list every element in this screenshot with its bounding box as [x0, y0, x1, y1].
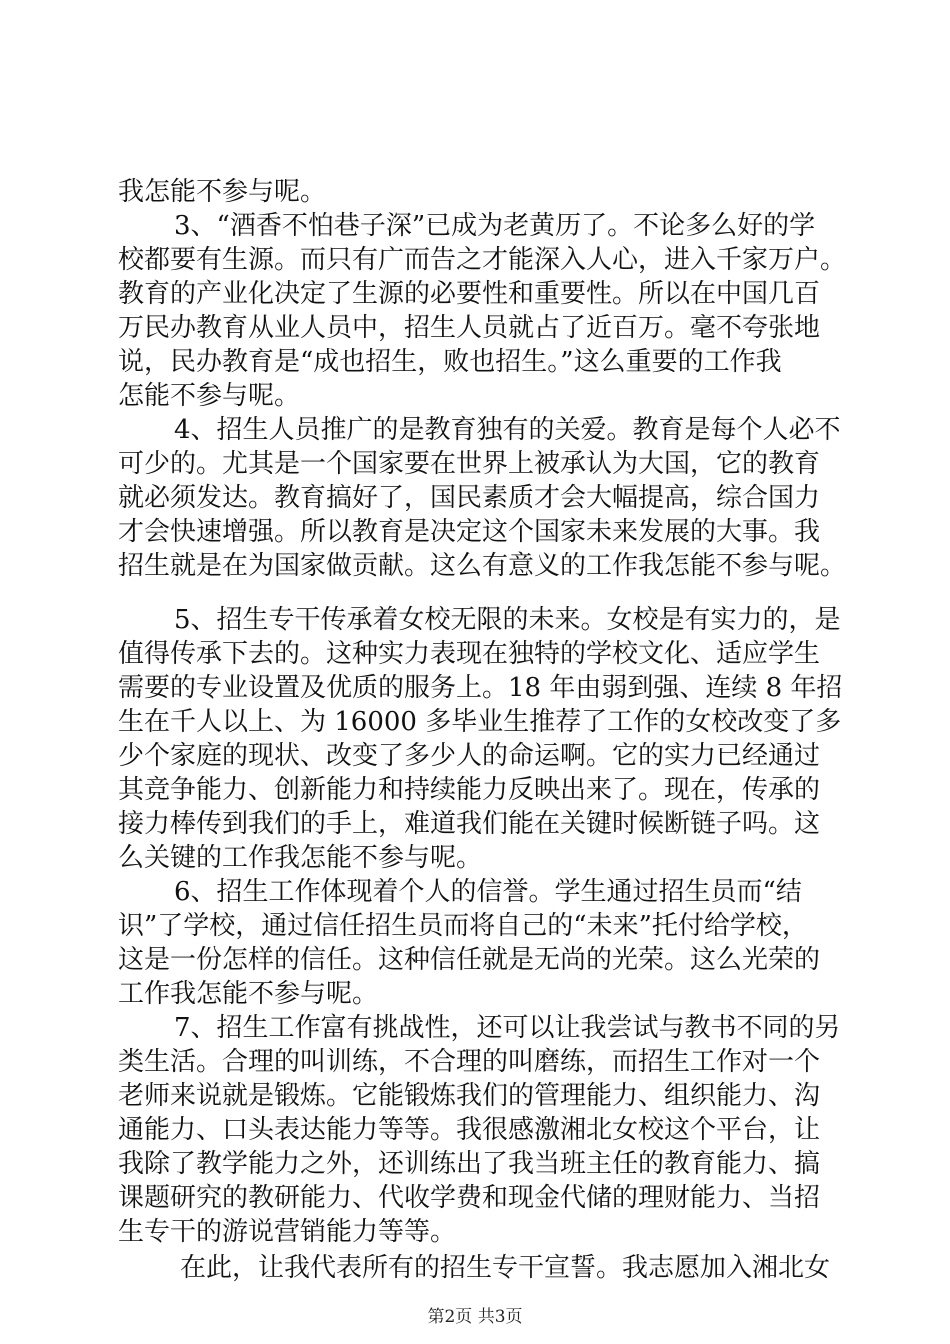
paragraph-line: 识”了学校，通过信任招生员而将自己的“未来”托付给学校， [118, 911, 808, 941]
page-footer: 第2页 共3页 [427, 1307, 523, 1327]
paragraph-line: 其竞争能力、创新能力和持续能力反映出来了。现在，传承的 [118, 775, 821, 805]
paragraph-line: 生在千人以上、为 16000 多毕业生推荐了工作的女校改变了多 [118, 707, 842, 737]
paragraph-line: 接力棒传到我们的手上，难道我们能在关键时候断链子吗。这 [118, 809, 821, 839]
paragraph-line: 就必须发达。教育搞好了，国民素质才会大幅提高，综合国力 [118, 483, 821, 513]
paragraph-line: 4、招生人员推广的是教育独有的关爱。教育是每个人必不 [174, 415, 841, 445]
paragraph-line: 这是一份怎样的信任。这种信任就是无尚的光荣。这么光荣的 [118, 945, 821, 975]
paragraph-line: 我怎能不参与呢。 [118, 177, 327, 207]
paragraph-line: 3、“酒香不怕巷子深”已成为老黄历了。不论多么好的学 [174, 211, 816, 241]
paragraph-line: 通能力、口头表达能力等等。我很感激湘北女校这个平台，让 [118, 1115, 821, 1145]
paragraph-line: 我除了教学能力之外，还训练出了我当班主任的教育能力、搞 [118, 1149, 821, 1179]
paragraph-line: 类生活。合理的叫训练，不合理的叫磨练，而招生工作对一个 [118, 1047, 821, 1077]
paragraph-line: 才会快速增强。所以教育是决定这个国家未来发展的大事。我 [118, 517, 821, 547]
paragraph-line: 老师来说就是锻炼。它能锻炼我们的管理能力、组织能力、沟 [118, 1081, 821, 1111]
paragraph-line: 说，民办教育是“成也招生，败也招生。”这么重要的工作我 [118, 347, 782, 377]
paragraph-line: 值得传承下去的。这种实力表现在独特的学校文化、适应学生 [118, 639, 821, 669]
paragraph-line: 校都要有生源。而只有广而告之才能深入人心，进入千家万户。 [118, 245, 847, 275]
paragraph-line: 需要的专业设置及优质的服务上。18 年由弱到强、连续 8 年招 [118, 673, 843, 703]
paragraph-line: 6、招生工作体现着个人的信誉。学生通过招生员而“结 [174, 877, 802, 907]
paragraph-line: 招生就是在为国家做贡献。这么有意义的工作我怎能不参与呢。 [118, 551, 847, 581]
paragraph-line: 工作我怎能不参与呢。 [118, 979, 379, 1009]
paragraph-line: 可少的。尤其是一个国家要在世界上被承认为大国，它的教育 [118, 449, 821, 479]
paragraph-line: 在此，让我代表所有的招生专干宣誓。我志愿加入湘北女 [180, 1253, 831, 1283]
paragraph-line: 万民办教育从业人员中，招生人员就占了近百万。毫不夸张地 [118, 313, 821, 343]
paragraph-line: 5、招生专干传承着女校无限的未来。女校是有实力的，是 [174, 605, 841, 635]
paragraph-line: 少个家庭的现状、改变了多少人的命运啊。它的实力已经通过 [118, 741, 821, 771]
paragraph-line: 课题研究的教研能力、代收学费和现金代储的理财能力、当招 [118, 1183, 821, 1213]
paragraph-line: 生专干的游说营销能力等等。 [118, 1217, 457, 1247]
paragraph-line: 么关键的工作我怎能不参与呢。 [118, 843, 483, 873]
paragraph-line: 教育的产业化决定了生源的必要性和重要性。所以在中国几百 [118, 279, 821, 309]
paragraph-line: 7、招生工作富有挑战性，还可以让我尝试与教书不同的另 [174, 1013, 841, 1043]
paragraph-line: 怎能不参与呢。 [118, 381, 301, 411]
